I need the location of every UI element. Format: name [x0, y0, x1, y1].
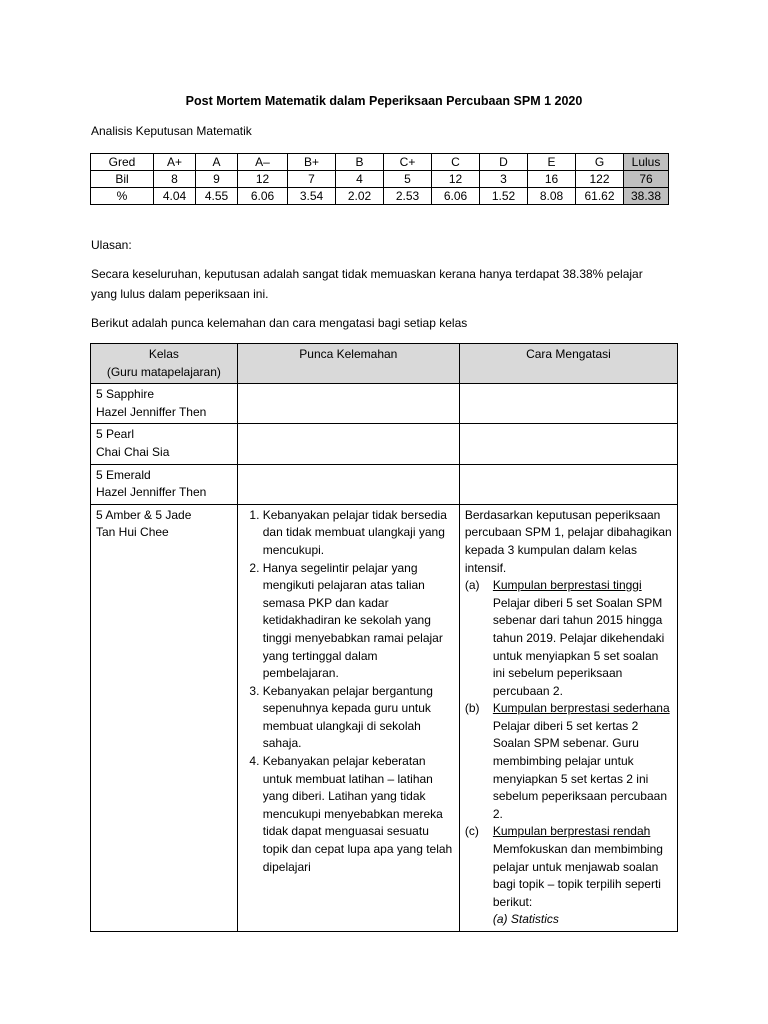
table-row [91, 424, 678, 464]
cara-cell [459, 504, 677, 931]
group-text: Pelajar diberi 5 set kertas 2 Soalan SPM sebenar. Guru membimbing pelajar untuk menyiapkan 5 set kertas 2 ini sebelum peperiksaan percubaan 2. [492, 718, 667, 821]
punca-cell [237, 504, 459, 931]
kelas-name: 5 Sapphire [96, 387, 155, 402]
grade-row [91, 154, 669, 171]
grade-cell: E [528, 154, 576, 171]
grade-cell: B [336, 154, 384, 171]
bil-cell: 7 [288, 171, 336, 188]
group-item [465, 823, 672, 911]
kelas-name: 5 Emerald [96, 467, 151, 482]
grade-cell: C [432, 154, 480, 171]
kelas-cell [91, 384, 238, 424]
cara-intro: Berdasarkan keputusan peperiksaan percubaan SPM 1, pelajar dibahagikan kepada 3 kumpulan dalam kelas intensif. [464, 507, 672, 575]
percent-cell: 8.08 [528, 188, 576, 205]
group-title: Kumpulan berprestasi sederhana [492, 701, 670, 716]
topic-item: (a) Statistics [492, 912, 559, 927]
bil-cell: 8 [154, 171, 196, 188]
summary-line-2: yang lulus dalam peperiksaan ini. [91, 287, 269, 301]
group-text: Memfokuskan dan membimbing pelajar untuk menjawab soalan bagi topik – topik terpilih seperti berikut: [492, 842, 663, 909]
guru-name: Hazel Jenniffer Then [96, 404, 207, 419]
group-tag: (b) [464, 701, 480, 716]
grade-cell: B+ [288, 154, 336, 171]
kelas-cell [91, 464, 238, 504]
document-title: Post Mortem Matematik dalam Peperiksaan Percubaan SPM 1 2020 [185, 94, 583, 108]
grade-cell: G [576, 154, 624, 171]
grade-cell: A [196, 154, 238, 171]
group-body [493, 823, 672, 911]
list-item: 2. Hanya segelintir pelajar yang mengikuti pelajaran atas talian semasa PKP dan kadar ketidakhadiran ke sekolah yang tinggi menyebabkan ramai pelajar yang tertinggal dalam pembelajaran. [263, 560, 454, 683]
header-kelas-label: Kelas [148, 347, 179, 361]
group-tag: (c) [464, 824, 479, 839]
percent-cell: 4.04 [154, 188, 196, 205]
header-cara: Cara Mengatasi [459, 344, 677, 384]
grade-cell: D [480, 154, 528, 171]
percent-cell-lulus: 38.38 [624, 188, 669, 205]
row-label-gred: Gred [91, 154, 154, 171]
punca-cell [237, 424, 459, 464]
header-kelas [91, 344, 238, 384]
class-table [90, 343, 678, 932]
weakness-list [243, 507, 454, 876]
bil-cell-lulus: 76 [624, 171, 669, 188]
list-item: 1. Kebanyakan pelajar tidak bersedia dan tidak membuat ulangkaji yang mencukupi. [263, 507, 454, 560]
bil-cell: 9 [196, 171, 238, 188]
percent-row [91, 188, 669, 205]
bil-cell: 16 [528, 171, 576, 188]
kelas-name: 5 Pearl [96, 427, 135, 442]
bil-cell: 122 [576, 171, 624, 188]
list-item: 3. Kebanyakan pelajar bergantung sepenuhnya kepada guru untuk membuat ulangkaji di sekolah sahaja. [263, 683, 454, 753]
guru-name: Hazel Jenniffer Then [96, 485, 207, 500]
bil-cell: 12 [432, 171, 480, 188]
cara-cell [459, 424, 677, 464]
group-text: Pelajar diberi 5 set Soalan SPM sebenar dari tahun 2015 hingga tahun 2019. Pelajar dikehendaki untuk menyiapkan 5 set soalan ini sebelum peperiksaan percubaan 2. [492, 595, 665, 698]
guru-name: Tan Hui Chee [96, 525, 169, 540]
table-row [91, 504, 678, 931]
ulasan-label: Ulasan: [91, 238, 132, 252]
group-title: Kumpulan berprestasi rendah [492, 824, 651, 839]
table-row [91, 384, 678, 424]
percent-cell: 61.62 [576, 188, 624, 205]
group-item [465, 577, 672, 700]
guru-name: Chai Chai Sia [96, 444, 170, 459]
row-label-bil: Bil [91, 171, 154, 188]
bil-cell: 4 [336, 171, 384, 188]
percent-cell: 6.06 [238, 188, 288, 205]
header-punca: Punca Kelemahan [237, 344, 459, 384]
bil-cell: 5 [384, 171, 432, 188]
intro-paragraph: Berikut adalah punca kelemahan dan cara mengatasi bagi setiap kelas [91, 316, 468, 330]
list-item: 4. Kebanyakan pelajar keberatan untuk membuat latihan – latihan yang diberi. Latihan yang tidak mencukupi menyebabkan mereka tidak dapat menguasai sesuatu topik dan cepat lupa apa yang telah dipelajari [263, 753, 454, 876]
group-item [465, 700, 672, 823]
punca-cell [237, 464, 459, 504]
percent-cell: 4.55 [196, 188, 238, 205]
bil-row [91, 171, 669, 188]
percent-cell: 2.02 [336, 188, 384, 205]
grade-cell: A– [238, 154, 288, 171]
kelas-cell [91, 424, 238, 464]
grade-table [90, 153, 669, 205]
punca-cell [237, 384, 459, 424]
kelas-name: 5 Amber & 5 Jade [96, 507, 192, 522]
bil-cell: 3 [480, 171, 528, 188]
cara-cell [459, 384, 677, 424]
class-table-header [91, 344, 678, 384]
row-label-percent: % [91, 188, 154, 205]
bil-cell: 12 [238, 171, 288, 188]
percent-cell: 2.53 [384, 188, 432, 205]
group-title: Kumpulan berprestasi tinggi [492, 578, 642, 593]
group-body [493, 577, 672, 700]
percent-cell: 6.06 [432, 188, 480, 205]
table-row [91, 464, 678, 504]
group-tag: (a) [464, 578, 480, 593]
grade-cell: C+ [384, 154, 432, 171]
percent-cell: 3.54 [288, 188, 336, 205]
summary-line-1: Secara keseluruhan, keputusan adalah sangat tidak memuaskan kerana hanya terdapat 38.38% pelajar [91, 267, 643, 281]
group-body [493, 700, 672, 823]
grade-cell-lulus: Lulus [624, 154, 669, 171]
section-subtitle: Analisis Keputusan Matematik [91, 124, 252, 138]
header-guru-label: (Guru matapelajaran) [106, 364, 221, 379]
percent-cell: 1.52 [480, 188, 528, 205]
cara-cell [459, 464, 677, 504]
grade-cell: A+ [154, 154, 196, 171]
kelas-cell [91, 504, 238, 931]
